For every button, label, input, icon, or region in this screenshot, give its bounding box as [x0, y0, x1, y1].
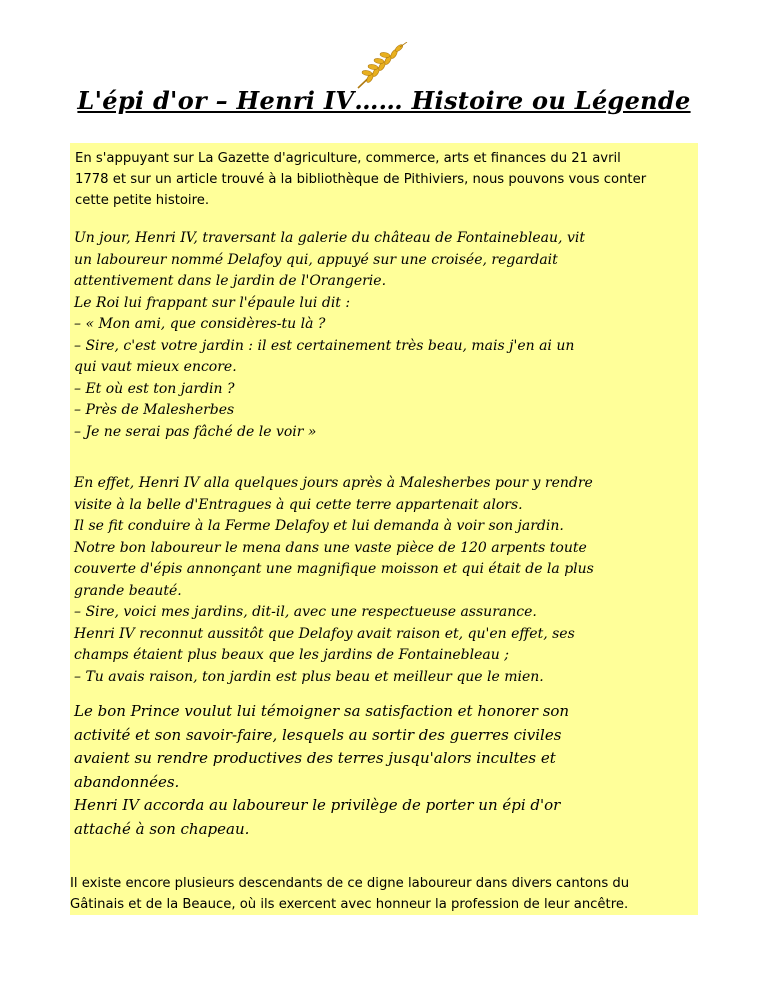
text-line: attaché à son chapeau. — [74, 819, 250, 838]
story-part-1 — [74, 228, 696, 443]
story-part-2 — [74, 473, 696, 688]
text-line: En effet, Henri IV alla quelques jours après à Malesherbes pour y rendre — [74, 475, 593, 491]
text-line: Le bon Prince voulut lui témoigner sa satisfaction et honorer son — [74, 702, 570, 720]
text-line: 1778 et sur un article trouvé à la bibliothèque de Pithiviers, nous pouvons vous conter — [75, 172, 647, 187]
text-line: – Sire, c'est votre jardin : il est certainement très beau, mais j'en ai un — [74, 337, 575, 354]
text-line: Le Roi lui frappant sur l'épaule lui dit : — [74, 294, 351, 311]
text-line: – Tu avais raison, ton jardin est plus beau et meilleur que le mien. — [74, 668, 544, 685]
text-line: avaient su rendre productives des terres jusqu'alors incultes et — [74, 749, 556, 767]
text-line: Gâtinais et de la Beauce, où ils exercent avec honneur la profession de leur ancêtre. — [70, 897, 629, 912]
text-line: Un jour, Henri IV, traversant la galerie du château de Fontainebleau, vit — [74, 230, 585, 246]
text-line: Il existe encore plusieurs descendants de ce digne laboureur dans divers cantons du — [70, 876, 630, 891]
page-title: L'épi d'or – Henri IV…… Histoire ou Légende — [77, 86, 691, 115]
text-line: Henri IV reconnut aussitôt que Delafoy avait raison et, qu'en effet, ses — [74, 625, 575, 642]
text-line: couverte d'épis annonçant une magnifique moisson et qui était de la plus — [74, 561, 594, 577]
text-line: – « Mon ami, que considères-tu là ? — [74, 316, 326, 332]
text-line: Notre bon laboureur le mena dans une vaste pièce de 120 arpents toute — [74, 539, 587, 556]
story-part-3 — [74, 700, 696, 841]
text-line: attentivement dans le jardin de l'Orangerie. — [74, 273, 387, 289]
text-line: champs étaient plus beaux que les jardins de Fontainebleau ; — [74, 647, 509, 663]
text-line: grande beauté. — [74, 582, 182, 599]
text-line: – Sire, voici mes jardins, dit-il, avec une respectueuse assurance. — [74, 604, 537, 620]
text-line: cette petite histoire. — [75, 193, 210, 208]
intro-paragraph — [75, 148, 693, 211]
text-line: visite à la belle d'Entragues à qui cette terre appartenait alors. — [74, 496, 523, 513]
text-line: un laboureur nommé Delafoy qui, appuyé sur une croisée, regardait — [74, 251, 558, 268]
text-line: En s'appuyant sur La Gazette d'agriculture, commerce, arts et finances du 21 avril — [75, 151, 621, 166]
text-line: – Je ne serai pas fâché de le voir » — [74, 423, 317, 440]
text-line: qui vaut mieux encore. — [74, 359, 237, 375]
text-line: – Et où est ton jardin ? — [74, 380, 235, 397]
text-line: Henri IV accorda au laboureur le privilège de porter un épi d'or — [74, 796, 561, 814]
text-line: Il se fit conduire à la Ferme Delafoy et lui demanda à voir son jardin. — [74, 518, 564, 534]
text-line: abandonnées. — [74, 772, 180, 791]
text-line: – Près de Malesherbes — [74, 402, 235, 418]
wheat-ear-icon — [354, 42, 410, 92]
closing-paragraph — [70, 873, 698, 915]
text-line: activité et son savoir-faire, lesquels au sortir des guerres civiles — [74, 725, 562, 744]
